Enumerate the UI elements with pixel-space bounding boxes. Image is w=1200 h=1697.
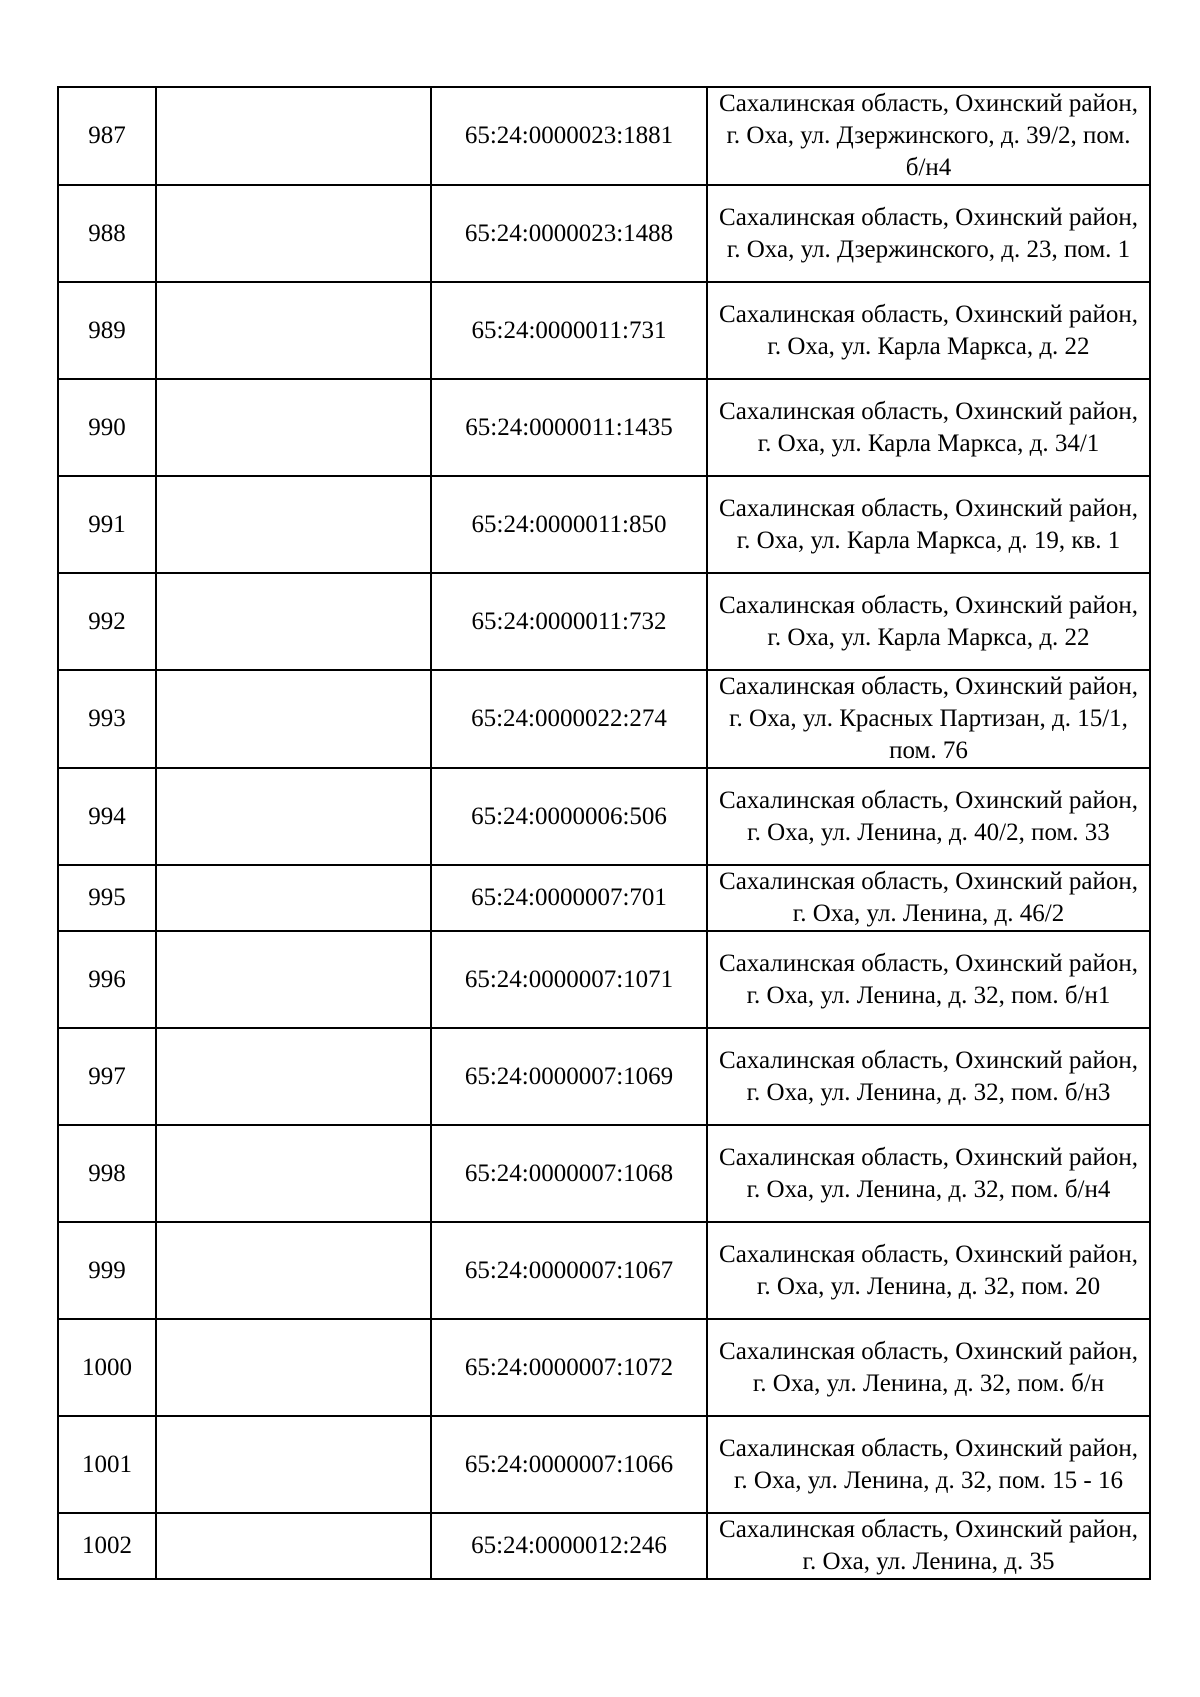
owner-cell <box>156 931 431 1028</box>
owner-cell <box>156 865 431 931</box>
table-row <box>58 476 1150 573</box>
address-cell: Сахалинская область, Охинский район, г. Оха, ул. Дзержинского, д. 39/2, пом. б/н4 <box>707 87 1150 185</box>
cadastral-number-cell: 65:24:0000011:731 <box>431 282 707 379</box>
table-row <box>58 1319 1150 1416</box>
row-number-cell: 994 <box>58 768 156 865</box>
address-cell: Сахалинская область, Охинский район, г. Оха, ул. Ленина, д. 35 <box>707 1513 1150 1579</box>
address-cell: Сахалинская область, Охинский район, г. Оха, ул. Ленина, д. 32, пом. б/н <box>707 1319 1150 1416</box>
row-number-cell: 992 <box>58 573 156 670</box>
document-page <box>57 86 1149 1580</box>
address-cell: Сахалинская область, Охинский район, г. Оха, ул. Ленина, д. 32, пом. 15 - 16 <box>707 1416 1150 1513</box>
cadastral-number-cell: 65:24:0000007:1066 <box>431 1416 707 1513</box>
row-number-cell: 1001 <box>58 1416 156 1513</box>
cadastral-number-cell: 65:24:0000011:732 <box>431 573 707 670</box>
cadastral-number-cell: 65:24:0000023:1488 <box>431 185 707 282</box>
row-number-cell: 999 <box>58 1222 156 1319</box>
cadastral-number-cell: 65:24:0000007:1067 <box>431 1222 707 1319</box>
cadastral-number-cell: 65:24:0000007:1071 <box>431 931 707 1028</box>
address-cell: Сахалинская область, Охинский район, г. Оха, ул. Ленина, д. 32, пом. б/н3 <box>707 1028 1150 1125</box>
owner-cell <box>156 573 431 670</box>
table-row <box>58 185 1150 282</box>
address-cell: Сахалинская область, Охинский район, г. Оха, ул. Дзержинского, д. 23, пом. 1 <box>707 185 1150 282</box>
cadastral-number-cell: 65:24:0000007:1072 <box>431 1319 707 1416</box>
row-number-cell: 990 <box>58 379 156 476</box>
address-cell: Сахалинская область, Охинский район, г. Оха, ул. Ленина, д. 40/2, пом. 33 <box>707 768 1150 865</box>
address-cell: Сахалинская область, Охинский район, г. Оха, ул. Ленина, д. 32, пом. б/н4 <box>707 1125 1150 1222</box>
owner-cell <box>156 87 431 185</box>
table-row <box>58 1416 1150 1513</box>
cadastral-number-cell: 65:24:0000023:1881 <box>431 87 707 185</box>
table-row <box>58 768 1150 865</box>
table-row <box>58 931 1150 1028</box>
owner-cell <box>156 1513 431 1579</box>
cadastral-number-cell: 65:24:0000011:1435 <box>431 379 707 476</box>
row-number-cell: 1002 <box>58 1513 156 1579</box>
cadastral-number-cell: 65:24:0000012:246 <box>431 1513 707 1579</box>
address-cell: Сахалинская область, Охинский район, г. Оха, ул. Ленина, д. 32, пом. б/н1 <box>707 931 1150 1028</box>
cadastral-number-cell: 65:24:0000006:506 <box>431 768 707 865</box>
address-cell: Сахалинская область, Охинский район, г. Оха, ул. Карла Маркса, д. 22 <box>707 573 1150 670</box>
cadastral-number-cell: 65:24:0000007:1069 <box>431 1028 707 1125</box>
table-row <box>58 865 1150 931</box>
row-number-cell: 988 <box>58 185 156 282</box>
address-cell: Сахалинская область, Охинский район, г. Оха, ул. Карла Маркса, д. 19, кв. 1 <box>707 476 1150 573</box>
table-row <box>58 1222 1150 1319</box>
owner-cell <box>156 476 431 573</box>
table-body <box>58 87 1150 1579</box>
owner-cell <box>156 185 431 282</box>
owner-cell <box>156 282 431 379</box>
row-number-cell: 991 <box>58 476 156 573</box>
row-number-cell: 993 <box>58 670 156 768</box>
cadastral-number-cell: 65:24:0000007:701 <box>431 865 707 931</box>
address-cell: Сахалинская область, Охинский район, г. Оха, ул. Ленина, д. 46/2 <box>707 865 1150 931</box>
cadastral-number-cell: 65:24:0000007:1068 <box>431 1125 707 1222</box>
address-cell: Сахалинская область, Охинский район, г. Оха, ул. Ленина, д. 32, пом. 20 <box>707 1222 1150 1319</box>
table-row <box>58 670 1150 768</box>
row-number-cell: 996 <box>58 931 156 1028</box>
owner-cell <box>156 768 431 865</box>
owner-cell <box>156 1028 431 1125</box>
owner-cell <box>156 1416 431 1513</box>
address-cell: Сахалинская область, Охинский район, г. Оха, ул. Карла Маркса, д. 34/1 <box>707 379 1150 476</box>
table-row <box>58 1028 1150 1125</box>
table-row <box>58 379 1150 476</box>
address-cell: Сахалинская область, Охинский район, г. Оха, ул. Карла Маркса, д. 22 <box>707 282 1150 379</box>
cadastral-number-cell: 65:24:0000011:850 <box>431 476 707 573</box>
row-number-cell: 987 <box>58 87 156 185</box>
row-number-cell: 995 <box>58 865 156 931</box>
owner-cell <box>156 670 431 768</box>
address-cell: Сахалинская область, Охинский район, г. Оха, ул. Красных Партизан, д. 15/1, пом. 76 <box>707 670 1150 768</box>
table-row <box>58 573 1150 670</box>
table-row <box>58 87 1150 185</box>
owner-cell <box>156 379 431 476</box>
table-row <box>58 1125 1150 1222</box>
owner-cell <box>156 1222 431 1319</box>
cadastral-number-cell: 65:24:0000022:274 <box>431 670 707 768</box>
owner-cell <box>156 1319 431 1416</box>
row-number-cell: 989 <box>58 282 156 379</box>
table-row <box>58 282 1150 379</box>
property-registry-table <box>57 86 1151 1580</box>
owner-cell <box>156 1125 431 1222</box>
row-number-cell: 1000 <box>58 1319 156 1416</box>
table-row <box>58 1513 1150 1579</box>
row-number-cell: 997 <box>58 1028 156 1125</box>
row-number-cell: 998 <box>58 1125 156 1222</box>
